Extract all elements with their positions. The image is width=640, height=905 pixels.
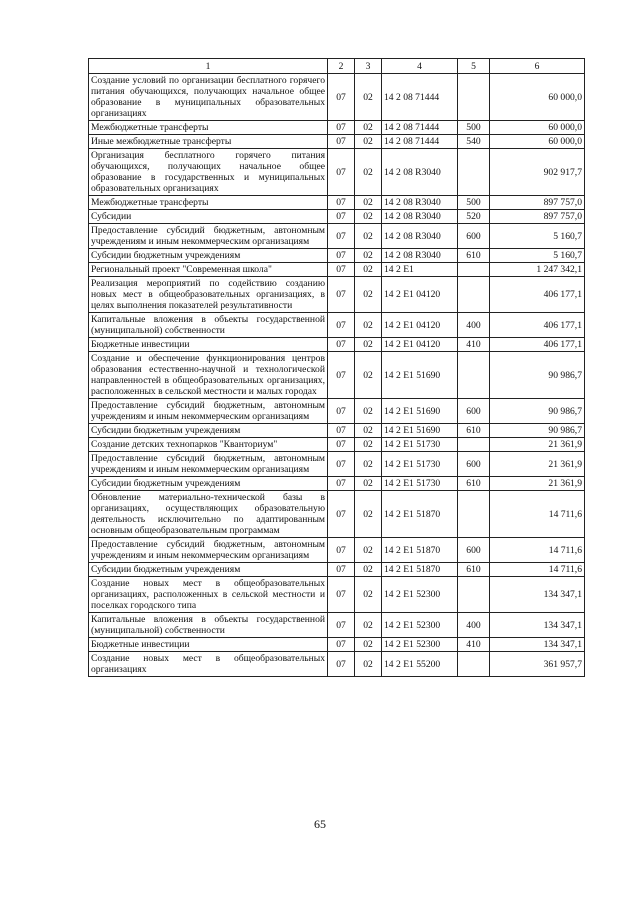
row-section-cell: 07	[328, 613, 355, 638]
row-amount-cell: 14 711,6	[490, 491, 585, 538]
table-row	[89, 313, 585, 338]
row-target-code-cell: 14 2 E1 51730	[382, 452, 458, 477]
row-name-cell: Создание новых мест в общеобразовательных организациях	[89, 652, 328, 677]
table-row	[89, 277, 585, 313]
header-cell-1: 1	[89, 59, 328, 74]
row-amount-cell: 14 711,6	[490, 538, 585, 563]
budget-table-body	[89, 59, 585, 677]
row-expense-type-cell	[458, 577, 490, 613]
row-subsection-cell: 02	[355, 313, 382, 338]
row-name-cell: Предоставление субсидий бюджетным, автономным учреждениям и иным некоммерческим организациям	[89, 452, 328, 477]
row-section-cell: 07	[328, 210, 355, 224]
row-amount-cell: 60 000,0	[490, 121, 585, 135]
row-name-cell: Субсидии бюджетным учреждениям	[89, 424, 328, 438]
table-row	[89, 121, 585, 135]
row-expense-type-cell: 610	[458, 424, 490, 438]
row-target-code-cell: 14 2 E1 51870	[382, 491, 458, 538]
row-section-cell: 07	[328, 313, 355, 338]
row-target-code-cell: 14 2 E1 52300	[382, 613, 458, 638]
row-amount-cell: 21 361,9	[490, 477, 585, 491]
table-row	[89, 613, 585, 638]
row-name-cell: Создание новых мест в общеобразовательных организациях, расположенных в сельской местности и поселках городского типа	[89, 577, 328, 613]
row-target-code-cell: 14 2 08 71444	[382, 135, 458, 149]
row-section-cell: 07	[328, 438, 355, 452]
row-subsection-cell: 02	[355, 424, 382, 438]
table-row	[89, 338, 585, 352]
row-subsection-cell: 02	[355, 121, 382, 135]
table-row	[89, 563, 585, 577]
row-expense-type-cell	[458, 491, 490, 538]
row-subsection-cell: 02	[355, 210, 382, 224]
row-section-cell: 07	[328, 477, 355, 491]
row-amount-cell: 14 711,6	[490, 563, 585, 577]
row-subsection-cell: 02	[355, 438, 382, 452]
row-subsection-cell: 02	[355, 477, 382, 491]
row-target-code-cell: 14 2 08 R3040	[382, 210, 458, 224]
row-amount-cell: 21 361,9	[490, 438, 585, 452]
row-section-cell: 07	[328, 577, 355, 613]
row-section-cell: 07	[328, 638, 355, 652]
row-expense-type-cell: 540	[458, 135, 490, 149]
table-row	[89, 538, 585, 563]
row-subsection-cell: 02	[355, 149, 382, 196]
row-target-code-cell: 14 2 E1 52300	[382, 577, 458, 613]
row-name-cell: Предоставление субсидий бюджетным, автономным учреждениям и иным некоммерческим организациям	[89, 224, 328, 249]
table-row	[89, 491, 585, 538]
table-row	[89, 638, 585, 652]
row-target-code-cell: 14 2 E1 51870	[382, 563, 458, 577]
row-section-cell: 07	[328, 135, 355, 149]
row-name-cell: Создание и обеспечение функционирования центров образования естественно-научной и технологической направленностей в общеобразовательных организациях, расположенных в сельской местности и малых городах	[89, 352, 328, 399]
row-subsection-cell: 02	[355, 538, 382, 563]
row-subsection-cell: 02	[355, 263, 382, 277]
row-expense-type-cell	[458, 352, 490, 399]
row-subsection-cell: 02	[355, 224, 382, 249]
row-amount-cell: 902 917,7	[490, 149, 585, 196]
row-expense-type-cell: 600	[458, 452, 490, 477]
table-row	[89, 196, 585, 210]
table-row	[89, 652, 585, 677]
table-row	[89, 263, 585, 277]
table-row	[89, 577, 585, 613]
table-row	[89, 149, 585, 196]
row-subsection-cell: 02	[355, 277, 382, 313]
row-amount-cell: 90 986,7	[490, 399, 585, 424]
table-row	[89, 224, 585, 249]
row-target-code-cell: 14 2 E1 51690	[382, 352, 458, 399]
row-name-cell: Предоставление субсидий бюджетным, автономным учреждениям и иным некоммерческим организациям	[89, 538, 328, 563]
row-name-cell: Межбюджетные трансферты	[89, 121, 328, 135]
row-amount-cell: 21 361,9	[490, 452, 585, 477]
row-section-cell: 07	[328, 249, 355, 263]
row-subsection-cell: 02	[355, 135, 382, 149]
row-name-cell: Субсидии бюджетным учреждениям	[89, 563, 328, 577]
row-target-code-cell: 14 2 E1 51730	[382, 438, 458, 452]
row-section-cell: 07	[328, 149, 355, 196]
row-subsection-cell: 02	[355, 196, 382, 210]
row-target-code-cell: 14 2 08 R3040	[382, 149, 458, 196]
row-section-cell: 07	[328, 196, 355, 210]
row-target-code-cell: 14 2 E1 04120	[382, 313, 458, 338]
row-target-code-cell: 14 2 E1 52300	[382, 638, 458, 652]
row-target-code-cell: 14 2 08 R3040	[382, 249, 458, 263]
row-amount-cell: 361 957,7	[490, 652, 585, 677]
row-amount-cell: 134 347,1	[490, 638, 585, 652]
row-subsection-cell: 02	[355, 452, 382, 477]
row-name-cell: Создание условий по организации бесплатного горячего питания обучающихся, получающих начальное общее образование в муниципальных образовательных организациях	[89, 74, 328, 121]
row-expense-type-cell: 520	[458, 210, 490, 224]
row-name-cell: Создание детских технопарков "Кванториум"	[89, 438, 328, 452]
row-expense-type-cell: 410	[458, 338, 490, 352]
row-expense-type-cell: 610	[458, 563, 490, 577]
row-amount-cell: 1 247 342,1	[490, 263, 585, 277]
row-expense-type-cell: 600	[458, 224, 490, 249]
row-section-cell: 07	[328, 224, 355, 249]
table-row	[89, 424, 585, 438]
row-section-cell: 07	[328, 277, 355, 313]
row-amount-cell: 897 757,0	[490, 210, 585, 224]
row-amount-cell: 406 177,1	[490, 313, 585, 338]
row-section-cell: 07	[328, 452, 355, 477]
row-expense-type-cell: 610	[458, 249, 490, 263]
row-section-cell: 07	[328, 74, 355, 121]
row-name-cell: Предоставление субсидий бюджетным, автономным учреждениям и иным некоммерческим организациям	[89, 399, 328, 424]
row-name-cell: Бюджетные инвестиции	[89, 338, 328, 352]
row-expense-type-cell	[458, 438, 490, 452]
row-amount-cell: 134 347,1	[490, 577, 585, 613]
header-cell-2: 2	[328, 59, 355, 74]
row-name-cell: Субсидии бюджетным учреждениям	[89, 477, 328, 491]
row-amount-cell: 90 986,7	[490, 424, 585, 438]
row-expense-type-cell	[458, 263, 490, 277]
row-target-code-cell: 14 2 E1 55200	[382, 652, 458, 677]
row-amount-cell: 897 757,0	[490, 196, 585, 210]
row-subsection-cell: 02	[355, 338, 382, 352]
row-expense-type-cell: 600	[458, 538, 490, 563]
row-target-code-cell: 14 2 08 R3040	[382, 196, 458, 210]
page-number: 65	[314, 817, 326, 831]
row-name-cell: Бюджетные инвестиции	[89, 638, 328, 652]
row-amount-cell: 5 160,7	[490, 249, 585, 263]
row-expense-type-cell: 610	[458, 477, 490, 491]
header-cell-5: 5	[458, 59, 490, 74]
row-section-cell: 07	[328, 563, 355, 577]
table-row	[89, 352, 585, 399]
row-subsection-cell: 02	[355, 613, 382, 638]
row-expense-type-cell	[458, 277, 490, 313]
table-row	[89, 74, 585, 121]
row-expense-type-cell	[458, 652, 490, 677]
row-target-code-cell: 14 2 E1 51690	[382, 424, 458, 438]
row-name-cell: Иные межбюджетные трансферты	[89, 135, 328, 149]
row-section-cell: 07	[328, 338, 355, 352]
row-name-cell: Организация бесплатного горячего питания обучающихся, получающих начальное общее образование в государственных и муниципальных образовательных организациях	[89, 149, 328, 196]
row-section-cell: 07	[328, 424, 355, 438]
header-cell-6: 6	[490, 59, 585, 74]
row-section-cell: 07	[328, 352, 355, 399]
row-target-code-cell: 14 2 E1 51690	[382, 399, 458, 424]
row-target-code-cell: 14 2 E1 04120	[382, 277, 458, 313]
row-subsection-cell: 02	[355, 563, 382, 577]
row-amount-cell: 134 347,1	[490, 613, 585, 638]
row-subsection-cell: 02	[355, 399, 382, 424]
row-subsection-cell: 02	[355, 249, 382, 263]
row-section-cell: 07	[328, 399, 355, 424]
row-section-cell: 07	[328, 121, 355, 135]
table-row	[89, 438, 585, 452]
table-row	[89, 399, 585, 424]
row-name-cell: Региональный проект "Современная школа"	[89, 263, 328, 277]
row-expense-type-cell: 400	[458, 313, 490, 338]
row-section-cell: 07	[328, 263, 355, 277]
row-amount-cell: 60 000,0	[490, 135, 585, 149]
header-cell-3: 3	[355, 59, 382, 74]
row-amount-cell: 406 177,1	[490, 277, 585, 313]
table-row	[89, 249, 585, 263]
row-name-cell: Капитальные вложения в объекты государственной (муниципальной) собственности	[89, 313, 328, 338]
row-name-cell: Реализация мероприятий по содействию созданию новых мест в общеобразовательных организациях, в целях выполнения показателей результативности	[89, 277, 328, 313]
row-subsection-cell: 02	[355, 577, 382, 613]
header-cell-4: 4	[382, 59, 458, 74]
table-row	[89, 477, 585, 491]
row-expense-type-cell: 400	[458, 613, 490, 638]
row-expense-type-cell: 500	[458, 121, 490, 135]
row-section-cell: 07	[328, 491, 355, 538]
table-row	[89, 210, 585, 224]
row-subsection-cell: 02	[355, 491, 382, 538]
row-amount-cell: 90 986,7	[490, 352, 585, 399]
row-target-code-cell: 14 2 08 R3040	[382, 224, 458, 249]
row-amount-cell: 60 000,0	[490, 74, 585, 121]
row-subsection-cell: 02	[355, 74, 382, 121]
row-expense-type-cell: 500	[458, 196, 490, 210]
row-section-cell: 07	[328, 652, 355, 677]
row-subsection-cell: 02	[355, 638, 382, 652]
row-section-cell: 07	[328, 538, 355, 563]
row-target-code-cell: 14 2 E1 04120	[382, 338, 458, 352]
row-target-code-cell: 14 2 08 71444	[382, 74, 458, 121]
row-amount-cell: 406 177,1	[490, 338, 585, 352]
row-expense-type-cell	[458, 149, 490, 196]
row-expense-type-cell: 410	[458, 638, 490, 652]
row-name-cell: Субсидии бюджетным учреждениям	[89, 249, 328, 263]
row-name-cell: Обновление материально-технической базы в организациях, осуществляющих образовательную деятельность исключительно по адаптированным основным общеобразовательным программам	[89, 491, 328, 538]
table-header-row	[89, 59, 585, 74]
row-amount-cell: 5 160,7	[490, 224, 585, 249]
row-expense-type-cell	[458, 74, 490, 121]
table-row	[89, 452, 585, 477]
row-name-cell: Субсидии	[89, 210, 328, 224]
row-target-code-cell: 14 2 08 71444	[382, 121, 458, 135]
row-subsection-cell: 02	[355, 352, 382, 399]
row-target-code-cell: 14 2 E1 51870	[382, 538, 458, 563]
row-name-cell: Капитальные вложения в объекты государственной (муниципальной) собственности	[89, 613, 328, 638]
row-target-code-cell: 14 2 E1 51730	[382, 477, 458, 491]
row-target-code-cell: 14 2 E1	[382, 263, 458, 277]
table-row	[89, 135, 585, 149]
row-name-cell: Межбюджетные трансферты	[89, 196, 328, 210]
budget-table	[88, 58, 585, 677]
row-expense-type-cell: 600	[458, 399, 490, 424]
row-subsection-cell: 02	[355, 652, 382, 677]
